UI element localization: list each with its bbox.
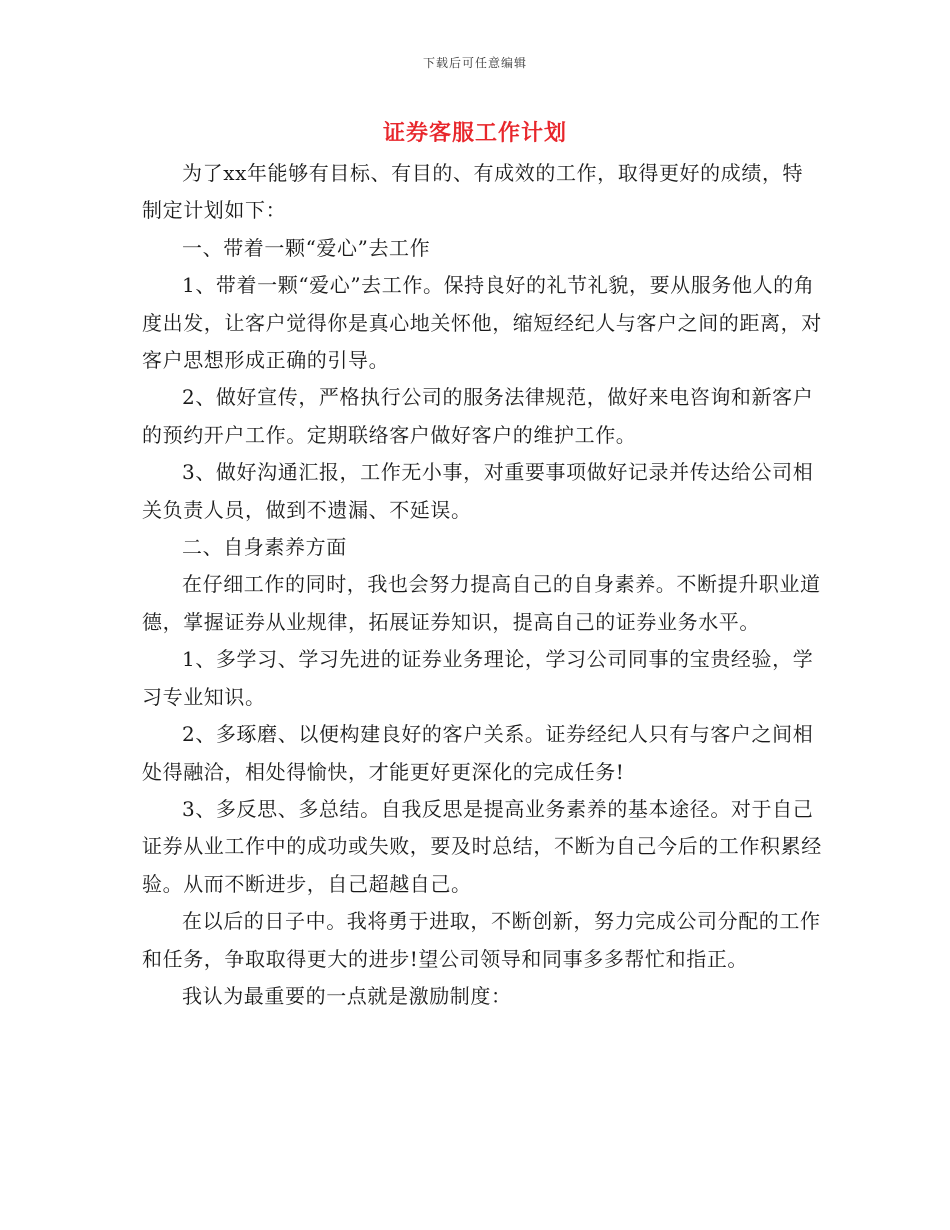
paragraph-item: 2、多琢磨、以便构建良好的客户关系。证券经纪人只有与客户之间相处得融洽，相处得愉快，才能更好更深化的完成任务! bbox=[142, 722, 814, 784]
page-header-note: 下载后可任意编辑 bbox=[422, 56, 527, 70]
section-heading-love: 一、带着一颗“爱心”去工作 bbox=[182, 235, 431, 260]
paragraph-item: 1、带着一颗“爱心”去工作。保持良好的礼节礼貌，要从服务他人的角度出发，让客户觉得你是真心地关怀他，缩短经纪人与客户之间的距离，对客户思想形成正确的引导。 bbox=[142, 273, 822, 373]
intro-paragraph: 为了xx年能够有目标、有目的、有成效的工作，取得更好的成绩，特制定计划如下： bbox=[142, 161, 804, 223]
paragraph-item: 3、做好沟通汇报，工作无小事，对重要事项做好记录并传达给公司相关负责人员，做到不遗漏、不延误。 bbox=[142, 460, 814, 522]
document-body bbox=[142, 155, 822, 1015]
section-heading-quality: 二、自身素养方面 bbox=[182, 535, 347, 560]
paragraph-item: 2、做好宣传，严格执行公司的服务法律规范，做好来电咨询和新客户的预约开户工作。定期联络客户做好客户的维护工作。 bbox=[142, 385, 814, 447]
paragraph-item: 3、多反思、多总结。自我反思是提高业务素养的基本途径。对于自己证券从业工作中的成功或失败，要及时总结，不断为自己今后的工作积累经验。从而不断进步，自己超越自己。 bbox=[142, 796, 822, 896]
document-title: 证券客服工作计划 bbox=[382, 120, 567, 146]
paragraph-item: 在仔细工作的同时，我也会努力提高自己的自身素养。不断提升职业道德，掌握证券从业规律，拓展证券知识，提高自己的证券业务水平。 bbox=[142, 572, 821, 634]
paragraph-item: 在以后的日子中。我将勇于进取，不断创新，努力完成公司分配的工作和任务，争取取得更大的进步!望公司领导和同事多多帮忙和指正。 bbox=[142, 909, 821, 971]
paragraph-item: 1、多学习、学习先进的证券业务理论，学习公司同事的宝贵经验，学习专业知识。 bbox=[142, 647, 814, 709]
closing-paragraph: 我认为最重要的一点就是激励制度： bbox=[182, 983, 512, 1008]
